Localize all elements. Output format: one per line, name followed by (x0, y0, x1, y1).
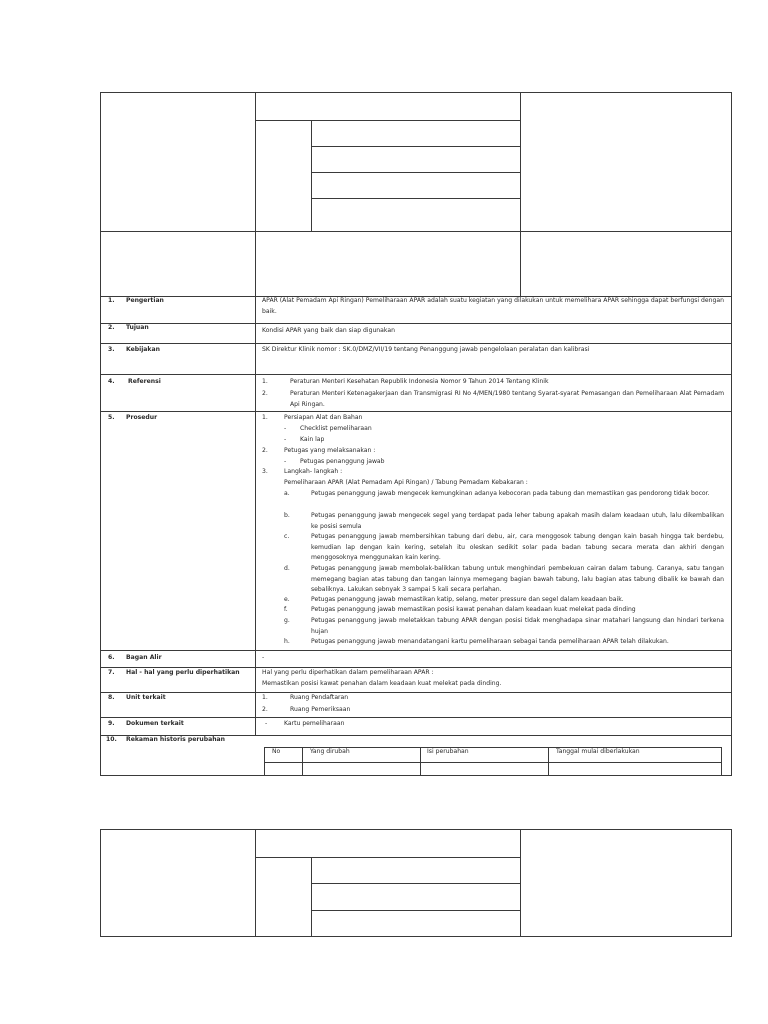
bagan-alir-value: - (262, 654, 265, 661)
bullet-dash: - (265, 720, 268, 727)
rekaman-col-divider (548, 747, 549, 776)
row-rule (100, 411, 732, 412)
bullet-dash: - (284, 436, 287, 443)
referensi-number: 2. (262, 390, 268, 397)
prosedur-step-text: Petugas penanggung jawab meletakkan tabung APAR dengan posisi tidak menghadapa sinar matahari langsung dan hindari terkena hujan (311, 617, 724, 635)
prosedur-step-title: Persiapan Alat dan Bahan (284, 414, 363, 421)
section-number: 2. (108, 324, 115, 331)
prosedur-list-item: Checklist pemeliharaan (300, 425, 372, 432)
label-column-divider (255, 296, 256, 736)
tujuan-text: Kondisi APAR yang baik dan siap digunakan (262, 327, 395, 334)
rekaman-col-divider (302, 747, 303, 776)
section-label-bagan-alir: Bagan Alir (126, 654, 162, 661)
prosedur-step-title: Langkah- langkah : (284, 468, 343, 475)
row-rule (100, 717, 732, 718)
header-divider-left (255, 92, 256, 297)
section-number: 9. (108, 720, 115, 727)
prosedur-subtitle: Pemeliharaan APAR (Alat Pemadam Api Ringan) / Tabung Pemadam Kebakaran : (284, 479, 528, 486)
pengertian-text: APAR (Alat Pemadam Api Ringan) Pemeliharaan APAR adalah suatu kegiatan yang dilakukan untuk memelihara APAR sehingga dapat berfungsi dengan baik. (262, 297, 724, 315)
prosedur-letter: f. (284, 606, 288, 613)
section-number: 1. (108, 297, 115, 304)
unit-item: Ruang Pendaftaran (290, 694, 349, 701)
rekaman-header-cell: Yang dirubah (310, 748, 350, 755)
section-label-rekaman: Rekaman historis perubahan (126, 736, 226, 743)
header-bottom-rule (100, 231, 732, 232)
prosedur-letter: g. (284, 617, 290, 624)
section-number: 5. (108, 414, 115, 421)
prosedur-letter: h. (284, 638, 290, 645)
section-label-hal-hal: Hal - hal yang perlu diperhatikan (126, 669, 240, 676)
section-label-kebijakan: Kebijakan (126, 346, 160, 353)
sop-header-box (100, 92, 732, 297)
prosedur-step-text: Petugas penanggung jawab menandatangani kartu pemeliharaan sebagai tanda pemeliharaan APAR telah dilakukan. (311, 638, 669, 645)
section-label-dokumen-terkait: Dokumen terkait (126, 720, 184, 727)
header-title-rule (255, 120, 521, 121)
prosedur-step-number: 1. (262, 414, 268, 421)
prosedur-step-text: Petugas penanggung jawab memastikan posisi kawat penahan dalam keadaan kuat melekat pada dinding (311, 606, 636, 613)
header-row-rule (311, 198, 521, 199)
prosedur-step-text: Petugas penanggung jawab membolak-balikkan tabung untuk menghindari pembekuan cairan dalam tabung. Caranya, satu tangan memegang bagian atas tabung dan tangan lainnya memegang bagian bawah tabung, lalu bagian atas tabung dibalik ke bawah dan sebaliknya. Lakukan sebnyak 3 sampai 5 kali secara perlahan. (311, 565, 724, 593)
header-row-rule (311, 910, 521, 911)
prosedur-step-text: Petugas penanggung jawab mengecek kemungkinan adanya kebocoran pada tabung dan memastikan gas pendorong tidak bocor. (311, 490, 710, 497)
kebijakan-text: SK Direktur Klinik nomor : SK.0/DMZ/VII/19 tentang Penanggung jawab pengelolaan peralatan dan kalibrasi (262, 346, 590, 353)
section-number: 7. (108, 669, 115, 676)
header-divider-right (520, 92, 521, 297)
header-row-rule (311, 883, 521, 884)
rekaman-header-cell: No (272, 748, 281, 755)
section-number: 8. (108, 694, 115, 701)
referensi-item: Peraturan Menteri Kesehatan Republik Indonesia Nomor 9 Tahun 2014 Tentang Klinik (290, 378, 549, 385)
prosedur-letter: a. (284, 490, 290, 497)
prosedur-list-item: Kain lap (300, 436, 325, 443)
rekaman-col-divider (420, 747, 421, 776)
dokumen-item: Kartu pemeliharaan (284, 720, 345, 727)
prosedur-letter: d. (284, 565, 290, 572)
section-label-unit-terkait: Unit terkait (126, 694, 166, 701)
bullet-dash: - (284, 458, 287, 465)
prosedur-letter: e. (284, 596, 290, 603)
unit-item: Ruang Pemeriksaan (290, 706, 351, 713)
section-number: 6. (108, 654, 115, 661)
header-row-rule (311, 172, 521, 173)
prosedur-step-text: Petugas penanggung jawab memastikan katip, selang, meter pressure dan segel dalam keadaan baik. (311, 596, 624, 603)
section-label-referensi: Referensi (128, 378, 161, 385)
row-rule (100, 374, 732, 375)
header-inner-divider (311, 857, 312, 937)
prosedur-step-title: Petugas yang melaksanakan : (284, 447, 376, 454)
section-label-prosedur: Prosedur (126, 414, 158, 421)
section-label-pengertian: Pengertian (126, 297, 164, 304)
prosedur-step-number: 3. (262, 468, 268, 475)
section-label-tujuan: Tujuan (126, 324, 149, 331)
section-number: 4. (108, 378, 115, 385)
unit-number: 2. (262, 706, 268, 713)
prosedur-step-text: Petugas penanggung jawab membersihkan tabung dari debu, air, cara menggosok tabung dengan kain basah hingga tak berdebu, kemudian lap dengan kain kering, setelah itu oleskan sedikit solar pada badan tabung secara merata dan akhiri dengan menggosoknya menggunakan kain kering. (311, 533, 724, 561)
header-row-rule (311, 146, 521, 147)
prosedur-letter: c. (284, 533, 290, 540)
row-rule (100, 343, 732, 344)
row-rule (100, 650, 732, 651)
hal-hal-text: Hal yang perlu diperhatikan dalam pemeliharaan APAR : (262, 669, 434, 676)
rekaman-header-cell: Isi perubahan (427, 748, 469, 755)
header-title-rule (255, 857, 521, 858)
prosedur-step-number: 2. (262, 447, 268, 454)
section-number: 3. (108, 346, 115, 353)
row-rule (100, 323, 732, 324)
prosedur-step-text: Petugas penanggung jawab mengecek segel yang terdapat pada leher tabung apakah masih dalam keadaan utuh, lalu dikembalikan ke posisi semula (311, 512, 724, 530)
bullet-dash: - (284, 425, 287, 432)
unit-number: 1. (262, 694, 268, 701)
section-number: 10. (106, 736, 117, 743)
prosedur-list-item: Petugas penanggung jawab (300, 458, 385, 465)
row-rule (100, 692, 732, 693)
referensi-number: 1. (262, 378, 268, 385)
prosedur-letter: b. (284, 512, 290, 519)
header-inner-divider (311, 120, 312, 231)
hal-hal-text: Memastikan posisi kawat penahan dalam keadaan kuat melekat pada dinding. (262, 680, 502, 687)
rekaman-header-cell: Tanggal mulai diberlakukan (556, 748, 640, 755)
header-divider-left (255, 829, 256, 937)
referensi-item: Peraturan Menteri Ketenagakerjaan dan Transmigrasi RI No 4/MEN/1980 tentang Syarat-syarat Pemasangan dan Pemeliharaan Alat Pemadam Api Ringan. (290, 390, 724, 408)
rekaman-header-rule (264, 762, 722, 763)
